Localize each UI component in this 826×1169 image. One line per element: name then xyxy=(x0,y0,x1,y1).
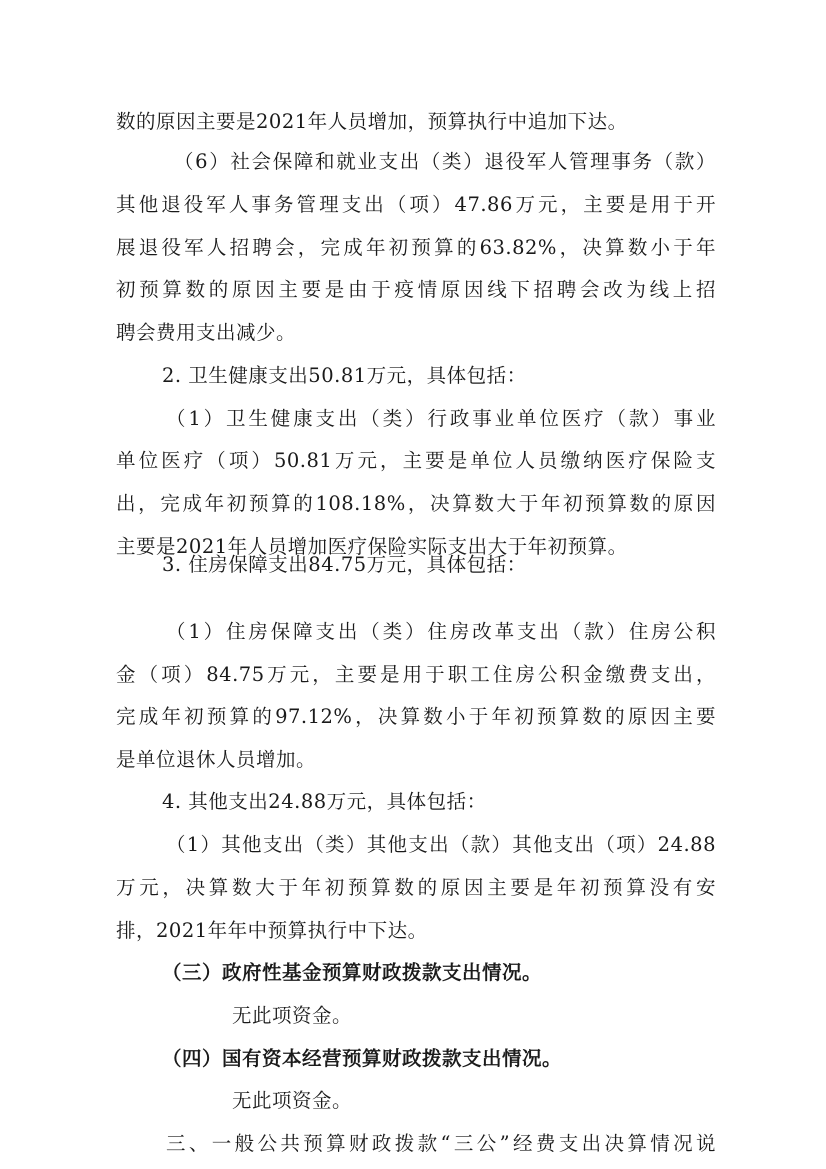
paragraph-line: （1）其他支出（类）其他支出（款）其他支出（项）24.88 xyxy=(166,833,716,856)
paragraph-line: 展退役军人招聘会，完成年初预算的63.82%，决算数小于年 xyxy=(116,236,716,259)
paragraph-line: 初预算数的原因主要是由于疫情原因线下招聘会改为线上招 xyxy=(116,278,716,301)
paragraph-line: （1）卫生健康支出（类）行政事业单位医疗（款）事业 xyxy=(166,407,716,430)
paragraph-line: 排，2021年年中预算执行中下达。 xyxy=(116,919,428,942)
paragraph-line: （1）住房保障支出（类）住房改革支出（款）住房公积 xyxy=(166,620,716,643)
section-heading: 4. 其他支出24.88万元，具体包括： xyxy=(162,790,487,813)
subsection-heading: （三）政府性基金预算财政拨款支出情况。 xyxy=(162,961,543,984)
paragraph-line: （6）社会保障和就业支出（类）退役军人管理事务（款） xyxy=(174,150,716,173)
paragraph-line: 是单位退休人员增加。 xyxy=(116,748,317,771)
section-heading: 2. 卫生健康支出50.81万元，具体包括： xyxy=(162,364,527,387)
subsection-heading: （四）国有资本经营预算财政拨款支出情况。 xyxy=(162,1047,563,1070)
paragraph-line: 无此项资金。 xyxy=(232,1004,353,1027)
paragraph-line: 万元，决算数大于年初预算数的原因主要是年初预算没有安 xyxy=(116,876,716,899)
chapter-heading: 三、一般公共预算财政拨款“三公”经费支出决算情况说 xyxy=(166,1132,716,1155)
paragraph-line: 无此项资金。 xyxy=(232,1089,353,1112)
paragraph-line: 单位医疗（项）50.81万元，主要是单位人员缴纳医疗保险支 xyxy=(116,449,716,472)
paragraph-line: 金（项）84.75万元，主要是用于职工住房公积金缴费支出， xyxy=(116,663,716,686)
paragraph-line: 其他退役军人事务管理支出（项）47.86万元，主要是用于开 xyxy=(116,193,716,216)
section-heading: 3. 住房保障支出84.75万元，具体包括： xyxy=(162,553,527,576)
paragraph-line: 聘会费用支出减少。 xyxy=(116,321,297,344)
paragraph-line: 出，完成年初预算的108.18%，决算数大于年初预算数的原因 xyxy=(116,492,716,515)
paragraph-line: 数的原因主要是2021年人员增加，预算执行中追加下达。 xyxy=(116,110,628,133)
paragraph-line: 完成年初预算的97.12%，决算数小于年初预算数的原因主要 xyxy=(116,705,716,728)
paragraph-line: 主要是2021年人员增加医疗保险实际支出大于年初预算。 xyxy=(116,535,628,558)
